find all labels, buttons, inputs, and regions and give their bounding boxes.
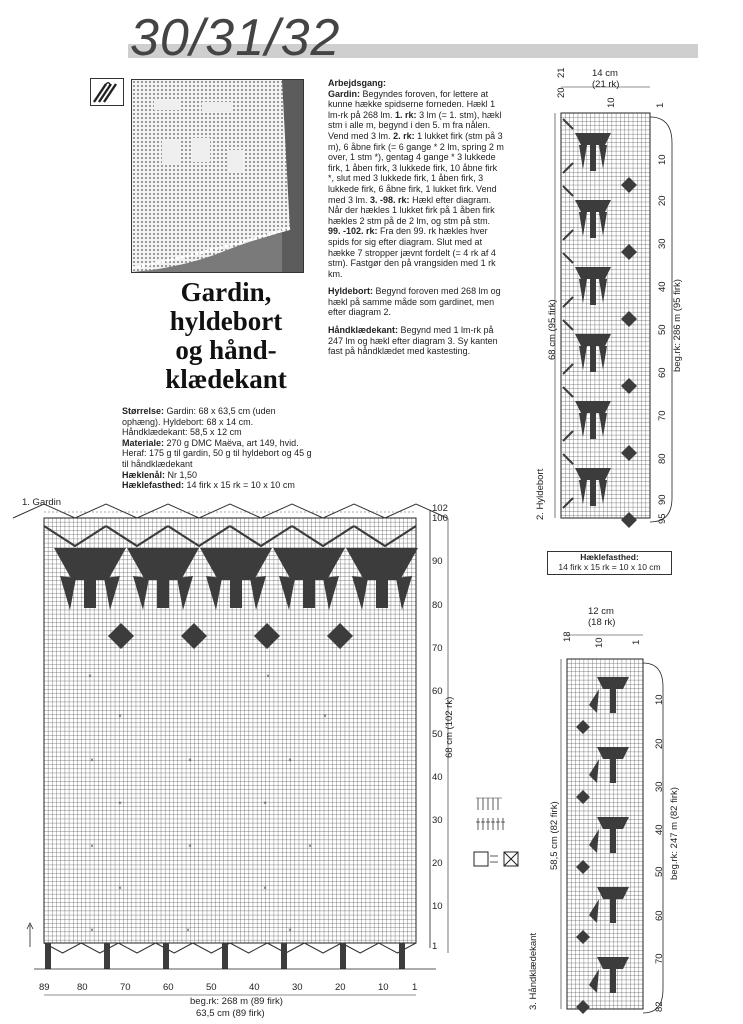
stitch-tick <box>491 818 495 830</box>
lamp-stem <box>590 145 596 171</box>
open-square-symbol <box>474 852 488 866</box>
lamp-shade <box>575 133 611 145</box>
d3-right-tick: 50 <box>654 866 665 877</box>
diagram1-label: 1. Gardin <box>22 497 62 508</box>
diamond-motif <box>576 1000 590 1014</box>
curtain-top-scallops <box>13 504 447 518</box>
diagram3-label: 3. Håndklædekant <box>528 932 539 1010</box>
x-mark: × <box>266 674 270 680</box>
d1-height-label: 68 cm (102 rk) <box>444 696 455 758</box>
d1-tick-bottom: 50 <box>206 982 217 993</box>
curtain-motifs <box>54 548 418 610</box>
curtain-x-marks <box>88 674 327 934</box>
d2-right-tick: 50 <box>657 324 668 335</box>
d2-height-label: 68 cm (95 firk) <box>547 299 558 360</box>
instructions-heading: Arbejdsgang: <box>328 78 387 88</box>
d1-tick-right: 60 <box>432 686 443 697</box>
lamp-leg <box>579 480 587 504</box>
d3-height-label: 58,5 cm (82 firk) <box>549 801 560 870</box>
chain-stitch-symbol <box>476 798 502 810</box>
x-mark: × <box>90 844 94 850</box>
hanger-strap <box>281 943 287 969</box>
diamond-motif <box>621 512 637 528</box>
hanger-strap <box>399 943 405 969</box>
d2-top-tick: 1 <box>655 102 666 108</box>
lamp-shade <box>575 468 611 480</box>
lamp-motif <box>563 253 637 327</box>
lamp-leg <box>352 576 368 610</box>
x-mark: × <box>90 758 94 764</box>
zigzag <box>563 119 573 173</box>
diagram1-chart <box>13 504 448 995</box>
lamp-shade <box>127 548 199 580</box>
spec-hook: Hæklenål: Nr 1,50 <box>122 469 198 480</box>
d1-tick-bottom: 89 <box>39 982 50 993</box>
d1-tick-right: 20 <box>432 858 443 869</box>
d1-tick-bottom: 60 <box>163 982 174 993</box>
scallop-edge <box>137 504 199 518</box>
instructions-towel: Håndklædekant: Begynd med 1 lm-rk på 247 lm og hækl efter diagram 3. Sy kanten fast på håndklædet med kastesting. <box>328 325 498 357</box>
d2-right-tick: 30 <box>657 238 668 249</box>
d2-right-tick: 10 <box>657 154 668 165</box>
d2-right-tick: 95 <box>657 513 668 524</box>
lamp-leg <box>133 576 149 610</box>
hanger-strap <box>222 943 228 969</box>
lamp-leg <box>599 480 607 504</box>
diagram2-label: 2. Hyldebort <box>535 468 546 520</box>
x-mark: × <box>323 714 327 720</box>
d2-right-tick: 70 <box>657 410 668 421</box>
x-mark: × <box>118 886 122 892</box>
stitch-tick <box>481 818 485 830</box>
lamp-leg <box>599 413 607 437</box>
lamp-motif <box>563 320 637 394</box>
curtain-diamonds <box>108 623 353 649</box>
lamp-motif <box>346 548 418 610</box>
title-line: klædekant <box>165 364 287 394</box>
zigzag <box>563 454 573 508</box>
towel-grid <box>567 659 643 1009</box>
shelf-grid <box>561 113 650 518</box>
d3-top-tick: 1 <box>631 639 642 645</box>
gauge-title: Hæklefasthed: <box>580 552 639 562</box>
lamp-stem <box>590 279 596 305</box>
d3-right-tick: 82 <box>654 1001 665 1012</box>
diamond-motif <box>576 720 590 734</box>
lamp-leg <box>60 576 76 610</box>
hanger-strap <box>163 943 169 969</box>
x-mark: × <box>118 801 122 807</box>
hanger-strap <box>340 943 346 969</box>
lamp-stem <box>230 578 242 608</box>
lamp-leg <box>279 576 295 610</box>
lamp-stem <box>610 969 616 993</box>
lamp-leg <box>579 346 587 370</box>
d1-tick-right: 80 <box>432 600 443 611</box>
diamond-motif <box>576 790 590 804</box>
d3-right-tick: 70 <box>654 953 665 964</box>
lamp-leg <box>589 829 599 853</box>
d3-right-tick: 60 <box>654 910 665 921</box>
x-mark: × <box>188 844 192 850</box>
scallop-edge <box>199 504 261 518</box>
lamp-motif <box>563 186 637 260</box>
page-number: 30/31/32 <box>130 9 341 67</box>
lamp-motif <box>563 454 637 528</box>
diamond-motif <box>108 623 134 649</box>
shelf-motifs <box>563 119 637 528</box>
x-mark: × <box>188 758 192 764</box>
lamp-stem <box>590 346 596 372</box>
d2-top-tick: 21 <box>556 67 567 78</box>
lamp-shade <box>597 887 629 899</box>
d2-beg-label: beg.rk: 286 m (95 firk) <box>672 279 683 372</box>
diamond-motif <box>181 623 207 649</box>
lamp-leg <box>104 576 120 610</box>
lamp-leg <box>589 689 599 713</box>
title-line: Gardin, <box>180 277 272 307</box>
d1-tick-right: 70 <box>432 643 443 654</box>
lamp-stem <box>610 829 616 853</box>
d3-right-tick: 40 <box>654 824 665 835</box>
grid-lines <box>561 113 650 518</box>
lamp-leg <box>579 212 587 236</box>
d1-tick-bottom: 1 <box>412 982 418 993</box>
lamp-stem <box>590 480 596 506</box>
d1-beg-label: beg.rk: 268 m (89 firk) <box>190 996 283 1007</box>
instructions-curtain: Gardin: Begyndes foroven, for lettere at kunne hække spidserne forneden. Hækl 1 lm-rk på 268 lm. 1. rk: 3 lm (= 1. stm), hækl stm i alle m, begynd i den 5. m fra nålen. Vend med 3 lm. 2. rk: 1 lukket firk (stm på 3 m), 6 åbne firk (= 6 gange * 2 lm, spring 2 m over, 1 stm *), gentag 4 gange * 3 lukkede firk, 1 åben firk, 3 lukkede firk, 10 åbne firk *, slut med 3 lukkede firk, 1 åben firk, 3 lukkede firk, 6 åbne firk, 1 lukket firk. Vend med 3 lm. 3. -98. rk: Hækl efter diagram. Når der hækles 1 lukket firk på 1 åben firk hækles 2 stm på de 2 lm, og stm på stm. 99. -102. rk: Fra den 99. rk hækles hver spids for sig efter diagram. Slut med at hække 7 stropper jævnt fordelt (= 4 rk af 4 stm). Fastgør den på vrangsiden med 1 rk km. <box>328 88 504 279</box>
lamp-stem <box>376 578 388 608</box>
grid-lines <box>567 659 643 1009</box>
lamp-stem <box>157 578 169 608</box>
diagram3-chart <box>561 635 663 1014</box>
d1-tick-bottom: 40 <box>249 982 260 993</box>
diagram2-chart <box>555 87 672 528</box>
x-mark: × <box>186 928 190 934</box>
d1-tick-bottom: 80 <box>77 982 88 993</box>
d1-tick-right: 100 <box>432 513 448 524</box>
d3-top-tick: 18 <box>562 631 573 642</box>
lamp-motif <box>127 548 199 610</box>
x-mark: × <box>90 928 94 934</box>
x-mark: × <box>308 844 312 850</box>
diamond-motif <box>576 860 590 874</box>
d1-tick-right: 102 <box>432 503 448 514</box>
hanger-strap <box>104 943 110 969</box>
stitch-tick <box>476 818 480 830</box>
lamp-stem <box>610 759 616 783</box>
d2-right-tick: 40 <box>657 281 668 292</box>
d1-tick-bottom: 30 <box>292 982 303 993</box>
d1-tick-bottom: 70 <box>120 982 131 993</box>
x-mark: × <box>288 758 292 764</box>
stitch-tick <box>496 818 500 830</box>
d1-tick-bottom: 10 <box>378 982 389 993</box>
lamp-leg <box>599 346 607 370</box>
lamp-shade <box>597 817 629 829</box>
stitch-legend <box>474 798 518 866</box>
scallop-edge <box>75 504 137 518</box>
lamp-shade <box>597 747 629 759</box>
lamp-shade <box>575 200 611 212</box>
lamp-leg <box>579 413 587 437</box>
lamp-shade <box>273 548 345 580</box>
lamp-shade <box>575 334 611 346</box>
title-line: hyldebort <box>169 306 283 336</box>
grid-frame <box>561 113 650 518</box>
diamond-motif <box>621 177 637 193</box>
d1-tick-right: 1 <box>432 941 438 952</box>
d3-right-tick: 10 <box>654 694 665 705</box>
d1-tick-right: 90 <box>432 556 443 567</box>
lamp-leg <box>589 899 599 923</box>
zigzag <box>563 253 573 307</box>
hanger-strap <box>45 943 51 969</box>
lamp-shade <box>346 548 418 580</box>
d3-right-tick: 20 <box>654 738 665 749</box>
diamond-motif <box>621 445 637 461</box>
lamp-leg <box>599 145 607 169</box>
lamp-leg <box>177 576 193 610</box>
lamp-leg <box>396 576 412 610</box>
d3-width-rk: (18 rk) <box>588 617 616 628</box>
lamp-motif <box>273 548 345 610</box>
stitch-tick <box>486 818 490 830</box>
lamp-leg <box>589 969 599 993</box>
lamp-stem <box>610 899 616 923</box>
diamond-motif <box>621 378 637 394</box>
d1-width-label: 63,5 cm (89 firk) <box>196 1008 265 1019</box>
double-crochet-symbol <box>476 818 505 830</box>
d1-tick-right: 50 <box>432 729 443 740</box>
lamp-leg <box>579 145 587 169</box>
spec-material: Materiale: 270 g DMC Maëva, art 149, hvid. Heraf: 175 g til gardin, 50 g til hyldebort og 45 g til håndklædekant <box>122 437 312 469</box>
gauge-text: 14 firk x 15 rk = 10 x 10 cm <box>558 562 661 572</box>
diamond-motif <box>621 311 637 327</box>
lamp-motif <box>563 387 637 461</box>
lamp-shade <box>597 677 629 689</box>
instructions-shelf: Hyldebort: Begynd foroven med 268 lm og hækl på samme måde som gardinet, men efter diagram 2. <box>328 286 501 318</box>
lamp-stem <box>303 578 315 608</box>
x-mark: × <box>88 674 92 680</box>
lamp-shade <box>575 267 611 279</box>
d3-top-tick: 10 <box>594 637 605 648</box>
lamp-leg <box>589 759 599 783</box>
diamond-motif <box>621 244 637 260</box>
zigzag <box>563 320 573 374</box>
x-mark: × <box>263 886 267 892</box>
x-mark: × <box>288 928 292 934</box>
d1-tick-right: 40 <box>432 772 443 783</box>
lamp-stem <box>590 413 596 439</box>
scallop-edge <box>13 504 75 518</box>
d2-width-cm: 14 cm <box>592 68 618 79</box>
d1-tick-right: 30 <box>432 815 443 826</box>
d3-beg-label: beg.rk: 247 m (82 firk) <box>669 787 680 880</box>
lamp-leg <box>599 212 607 236</box>
d2-right-tick: 20 <box>657 195 668 206</box>
d3-right-tick: 30 <box>654 781 665 792</box>
d2-width-rk: (21 rk) <box>592 79 620 90</box>
x-mark: × <box>118 714 122 720</box>
d1-tick-bottom: 20 <box>335 982 346 993</box>
d2-top-tick: 10 <box>606 97 617 108</box>
d3-width-cm: 12 cm <box>588 606 614 617</box>
scallop-edge <box>261 504 323 518</box>
bottom-scallop <box>44 943 416 953</box>
lamp-stem <box>84 578 96 608</box>
scallop-edge <box>323 504 385 518</box>
diamond-motif <box>254 623 280 649</box>
equals-sign <box>490 856 498 862</box>
d2-right-tick: 60 <box>657 367 668 378</box>
curtain-bottom-edge <box>44 943 416 969</box>
lamp-shade <box>575 401 611 413</box>
lamp-stem <box>590 212 596 238</box>
spec-size: Størrelse: Gardin: 68 x 63,5 cm (uden ophæng). Hyldebort: 68 x 14 cm. Håndklædekant: 58,5 x 12 cm <box>122 406 276 438</box>
stitch-tick <box>501 818 505 830</box>
spec-gauge: Hæklefasthed: 14 firk x 15 rk = 10 x 10 cm <box>122 480 295 491</box>
d2-right-tick: 90 <box>657 494 668 505</box>
d2-right-tick: 80 <box>657 453 668 464</box>
x-mark: × <box>263 801 267 807</box>
d2-top-tick: 20 <box>556 87 567 98</box>
gauge-box <box>547 551 672 575</box>
lamp-leg <box>250 576 266 610</box>
title-line: og hånd- <box>175 335 277 365</box>
d1-tick-right: 10 <box>432 901 443 912</box>
zigzag <box>563 186 573 240</box>
lamp-stem <box>610 689 616 713</box>
